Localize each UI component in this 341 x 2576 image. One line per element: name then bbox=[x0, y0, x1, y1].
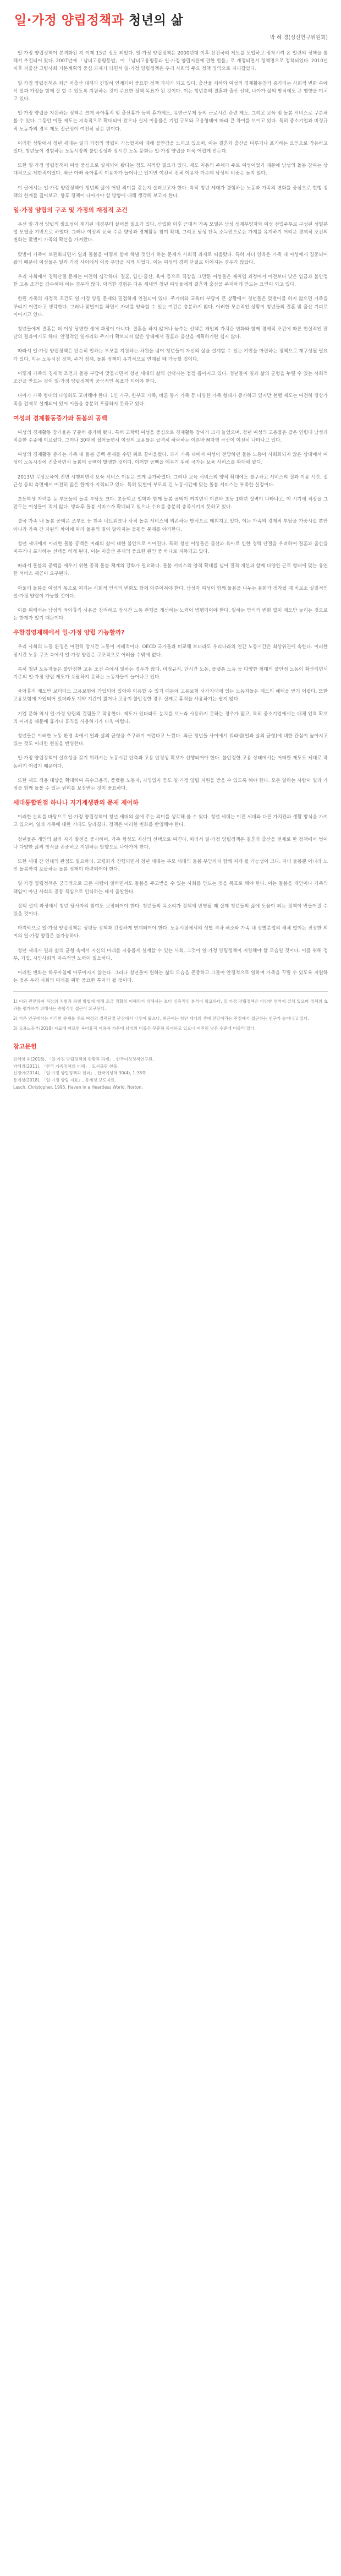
body-paragraph: 우리 사회에서 경력단절 문제는 여전히 심각하다. 결혼, 임신·출산, 육아 등으로 직장을 그만둔 여성들은 재취업 과정에서 이전보다 낮은 임금과 불안정한 고용 조건을 감수해야 하는 경우가 많다. 이러한 경험은 다음 세대인 청년 여성들에게 결혼과 출산을 주저하게 만드는 요인이 되고 있다. bbox=[13, 274, 328, 288]
section-1 bbox=[13, 206, 328, 408]
section-heading-4: 세대통합관점 하나나 지기계생관의 문제 제어하 bbox=[13, 799, 139, 807]
body-paragraph: 2013년 무상보육이 전면 시행되면서 보육 서비스 이용은 크게 증가하였다. 그러나 보육 서비스의 양적 확대에도 불구하고 서비스의 질과 이용 시간, 접근성 등의 측면에서 여전히 많은 한계가 지적되고 있다. 특히 맞벌이 부모의 긴 노동시간에 맞는 돌봄 서비스는 부족한 실정이다. bbox=[13, 474, 328, 488]
body-paragraph: 정책 설계 과정에서 청년 당사자의 참여도 보장되어야 한다. 청년들의 목소리가 정책에 반영될 때 실제 청년들의 삶에 도움이 되는 정책이 만들어질 수 있을 것이다. bbox=[13, 903, 328, 917]
body-paragraph: 청년들은 개인의 삶과 자기 발전을 중시하며, 가족 형성도 자신의 선택으로 여긴다. 따라서 일·가정 양립정책은 결혼과 출산을 전제로 한 정책에서 벗어나 다양한 삶의 방식을 존중하고 지원하는 방향으로 나아가야 한다. bbox=[13, 836, 328, 850]
footnote-divider bbox=[13, 991, 328, 992]
author-byline: 박 혜 경(성신연구위원회) bbox=[270, 35, 328, 41]
intro-block bbox=[13, 50, 328, 200]
body-paragraph: 또한 제도 적용 대상을 확대하여 특수고용직, 플랫폼 노동자, 자영업자 등도 일·가정 양립 지원을 받을 수 있도록 해야 한다. 모든 일하는 사람이 일과 가정을 함께 돌볼 수 있는 권리를 보장받는 것이 중요하다. bbox=[13, 778, 328, 791]
section-2 bbox=[13, 415, 328, 623]
body-paragraph: 이러한 논의를 바탕으로 일·가정 양립정책이 청년 세대의 삶에 주는 의미를 생각해 볼 수 있다. 청년 세대는 이전 세대와 다른 가치관과 생활 방식을 가지고 있으며, 일과 가족에 대한 기대도 달라졌다. 정책은 이러한 변화를 반영해야 한다. bbox=[13, 814, 328, 828]
body-paragraph: 따라서 돌봄의 공백을 메우기 위한 공적 돌봄 체계의 강화가 필요하다. 돌봄 서비스의 양적 확대를 넘어 질적 개선과 함께 다양한 근로 형태에 맞는 유연한 서비스 제공이 요구된다. bbox=[13, 563, 328, 577]
section-4 bbox=[13, 799, 328, 985]
body-paragraph: 여성의 경제활동 증가는 가족 내 돌봄 공백 문제를 수면 위로 끌어올렸다. 과거 가족 내에서 여성이 전담하던 돌봄 노동이 사회화되지 않은 상태에서 여성이 노동시장에 진출하면서 돌봄의 공백이 발생한 것이다. 이러한 공백을 메우기 위해 국가는 보육 서비스를 확대해 왔다. bbox=[13, 452, 328, 466]
body-paragraph: 청년 세대에게 이러한 돌봄 공백은 미래의 삶에 대한 불안으로 이어진다. 특히 청년 여성들은 출산과 육아로 인한 경력 단절을 우려하여 결혼과 출산을 미루거나 포기하는 선택을 하게 된다. 이는 저출산 문제의 중요한 원인 중 하나로 지목되고 있다. bbox=[13, 541, 328, 555]
reference-item: Lasch, Christopher. 1995. Haven in a Heartless World. Norton. bbox=[13, 1084, 143, 1090]
body-paragraph: 특히 청년 노동자들은 불안정한 고용 조건 속에서 일하는 경우가 많다. 비정규직, 단시간 노동, 플랫폼 노동 등 다양한 형태의 불안정 노동이 확산되면서 기존의 일·가정 양립 제도가 포괄하지 못하는 노동자들이 늘어나고 있다. bbox=[13, 666, 328, 680]
section-2-body bbox=[13, 429, 328, 623]
references-title: 참고문헌 bbox=[13, 1043, 37, 1051]
body-paragraph: 이를 위해서는 남성의 육아휴직 사용을 장려하고 장시간 노동 관행을 개선하는 노력이 병행되어야 한다. 일하는 방식의 변화 없이 제도만 늘리는 것으로는 한계가 있기 때문이다. bbox=[13, 607, 328, 622]
body-paragraph: 일·가정 양립정책은 최근 저출산 대책과 긴밀히 연계되어 중요한 정책 과제가 되고 있다. 출산율 저하와 여성의 경제활동참가 증가라는 사회적 변화 속에서 일과 가정을 함께 잘 할 수 있도록 지원하는 것이 주요한 정책 목표가 된 것이다. 이는 청년층의 결혼과 출산 선택, 나아가 삶의 방식에도 큰 영향을 미치고 있다. bbox=[13, 80, 328, 102]
reference-item: 통계청(2018), 「일·가정 양립 지표」, 통계청 보도자료. bbox=[13, 1078, 116, 1083]
body-paragraph: 이렇게 가족의 경제적 조건과 돌봄 부담이 맞물리면서 청년 세대의 삶의 선택지는 점점 좁아지고 있다. 청년들이 일과 삶의 균형을 누릴 수 있는 사회적 조건을 만드는 것이 일·가정 양립정책의 궁극적인 목표가 되어야 한다. bbox=[13, 371, 328, 385]
body-paragraph: 우선 일·가정 양립의 필요성이 제기된 배경부터 살펴볼 필요가 있다. 산업화 이후 근대적 가족 모델은 남성 생계부양자와 여성 전업주부로 구성된 성별분업 모델을 기반으로 하였다. 그러나 여성의 교육 수준 향상과 경제활동 참여 확대, 그리고 남성 단독 소득만으로는 가계를 유지하기 어려운 경제적 조건의 변화는 맞벌이 가족의 확산을 가져왔다. bbox=[13, 222, 328, 243]
body-paragraph: 이러한 상황에서 청년 세대는 일과 가정의 양립이 가능할지에 대해 불안감을 느끼고 있으며, 이는 결혼과 출산을 미루거나 포기하는 요인으로 작용하고 있다. 청년들이 경험하는 노동시장의 불안정성과 장시간 노동 문화는 일·가정 양립을 더욱 어렵게 만든다. bbox=[13, 140, 328, 155]
body-paragraph: 육아휴직 제도만 보더라도 고용보험에 가입되어 있어야 이용할 수 있기 때문에 고용보험 사각지대에 있는 노동자들은 제도의 혜택을 받기 어렵다. 또한 고용보험에 가입되어 있더라도 계약 기간이 짧거나 고용이 불안정한 경우 실제로 휴직을 사용하기는 쉽지 않다. bbox=[13, 689, 328, 703]
reference-item: 박혜경(2011), 「한국 가족정책의 이해」, 도서출판 한울. bbox=[13, 1063, 119, 1069]
body-paragraph: 초등학생 자녀를 둔 부모들의 돌봄 부담도 크다. 초등학교 입학과 함께 돌봄 공백이 커지면서 이른바 초등 1학년 절벽이 나타나고, 이 시기에 직장을 그만두는 여성들이 적지 않다. 방과후 돌봄 서비스가 확대되고 있으나 수요를 충분히 충족시키지 못하고 있다. bbox=[13, 496, 328, 510]
section-4-body bbox=[13, 813, 328, 985]
reference-item: 김혜영 외(2016), 「일·가정 양립정책의 현황과 과제」, 한국여성정책연구원. bbox=[13, 1057, 154, 1062]
body-paragraph: 또한 세대 간 연대의 관점도 필요하다. 고령화가 진행되면서 청년 세대는 부모 세대의 돌봄 부담까지 함께 지게 될 가능성이 크다. 자녀 돌봄뿐 아니라 노인 돌봄까지 포괄하는 돌봄 정책이 마련되어야 한다. bbox=[13, 859, 328, 873]
section-3 bbox=[13, 629, 328, 792]
body-paragraph: 마지막으로 일·가정 양립정책은 성평등 정책과 긴밀하게 연계되어야 한다. 노동시장에서의 성별 격차 해소와 가족 내 성별분업의 해체 없이는 진정한 의미의 일·가정 양립은 불가능하다. bbox=[13, 926, 328, 939]
body-paragraph: 기업 문화 역시 일·가정 양립의 걸림돌로 작용한다. 제도가 있더라도 눈치를 보느라 사용하지 못하는 경우가 많고, 특히 중소기업에서는 대체 인력 확보의 어려움 때문에 휴가나 휴직을 사용하기가 더욱 어렵다. bbox=[13, 711, 328, 725]
reference-item: 신경아(2014), 「일·가정 양립정책과 젠더」, 한국여성학 30(4), 1-38쪽. bbox=[13, 1070, 148, 1076]
body-paragraph: 따라서 일·가정 양립정책은 단순히 일하는 부모를 지원하는 차원을 넘어 청년들이 자신의 삶을 설계할 수 있는 기반을 마련하는 정책으로 재구성될 필요가 있다. 이는 노동시장 정책, 주거 정책, 돌봄 정책이 유기적으로 연계될 때 가능할 것이다. bbox=[13, 349, 328, 362]
section-heading-3: 우한경영제해에서 일·가정 양립 가능할까? bbox=[13, 629, 125, 637]
title-part1: 일·가정 양립정책과 bbox=[14, 13, 124, 28]
body-paragraph: 일·가정 양립정책이 본격화된 지 이제 15년 정도 되었다. 일·가정 양립정책은 2000년대 이후 선진국의 제도를 도입하고 정착시켜 온 일련의 정책을 통해서 추진되어 왔다. 2007년에 「남녀고용평등법」이 「남녀고용평등과 일·가정 양립지원에 관한 법률」로 개정되면서 정책명으로 정착되었다. 2010년 이후 저출산 고령사회 기본계획의 중심 과제가 되면서 일·가정 양립정책은 우리 사회의 주요 정책 영역으로 자리잡았다. bbox=[13, 51, 328, 72]
footnote-item: 2) 기존 연구에서는 이러한 문제를 주로 여성의 경력단절 관점에서 다루어 왔으나, 최근에는 청년 세대의 생애 전망이라는 관점에서 접근하는 연구가 늘어나고 있다. bbox=[13, 1015, 309, 1021]
article-title bbox=[14, 12, 328, 29]
body-paragraph: 청년들은 이러한 노동 환경 속에서 일과 삶의 균형을 추구하기 어렵다고 느낀다. 최근 청년들 사이에서 워라밸(일과 삶의 균형)에 대한 관심이 높아지고 있는 것도 이러한 현실을 반영한다. bbox=[13, 733, 328, 747]
footnote-item: 1) 이와 관련하여 직장의 처벌과 처벌 방법에 대해 조금 정확히 이해하기 위해서는 보다 심층적인 분석이 필요하다. 일·가정 양립정책은 다양한 영역에 걸쳐 있으며 정책의 효과를 평가하기 위해서는 종합적인 접근이 요구된다. bbox=[13, 999, 328, 1011]
body-paragraph: 또한 일·가정 양립정책이 여성 중심으로 설계되어 왔다는 점도 지적할 필요가 있다. 제도 이용의 주체가 주로 여성이었기 때문에 남성의 돌봄 참여는 상대적으로 제한적이었다. 최근 아빠 육아휴직 이용자가 늘어나고 있지만 여전히 전체 이용자 가운데 남성의 비중은 높지 않다. bbox=[13, 163, 328, 177]
body-paragraph: 일·가정 양립정책이 실효성을 갖기 위해서는 노동시간 단축과 고용 안정성 확보가 선행되어야 한다. 불안정한 고용 상태에서는 어떠한 제도도 제대로 작동하기 어렵기 때문이다. bbox=[13, 756, 328, 769]
body-paragraph: 아울러 돌봄을 여성의 몫으로 여기는 사회적 인식의 변화도 함께 이루어져야 한다. 남성과 여성이 함께 돌봄을 나누는 문화가 정착될 때 비로소 실질적인 일·가정 양립이 가능할 것이다. bbox=[13, 585, 328, 599]
title-part2: 청년의 삶 bbox=[124, 13, 184, 28]
body-paragraph: 결국 가족 내 돌봄 공백은 조부모 등 친족 네트워크나 사적 돌봄 서비스에 의존하는 방식으로 메워지고 있다. 이는 가족의 경제적 부담을 가중시킬 뿐만 아니라 가족 간 자원의 차이에 따라 돌봄의 질이 달라지는 불평등 문제를 야기한다. bbox=[13, 519, 328, 532]
body-paragraph: 맞벌이 가족이 보편화되면서 일과 돌봄을 어떻게 함께 해낼 것인가 하는 문제가 사회적 과제로 떠올랐다. 특히 자녀 양육은 가족 내 여성에게 집중되어 왔기 때문에 여성들은 일과 가정 사이에서 이중 부담을 지게 되었다. 이는 여성의 경력 단절로 이어지는 경우가 많았다. bbox=[13, 252, 328, 265]
body-paragraph: 일·가정 양립정책은 궁극적으로 모든 사람이 일하면서도 돌봄을 주고받을 수 있는 사회를 만드는 것을 목표로 해야 한다. 이는 돌봄을 개인이나 가족의 책임이 아닌 사회의 공동 책임으로 인식하는 데서 출발한다. bbox=[13, 881, 328, 895]
references-list bbox=[13, 1056, 328, 1091]
body-paragraph: 청년 세대가 일과 삶의 균형 속에서 자신의 미래를 자유롭게 설계할 수 있는 사회, 그것이 일·가정 양립정책이 지향해야 할 모습일 것이다. 이를 위해 정부, 기업, 시민사회의 지속적인 노력이 필요하다. bbox=[13, 948, 328, 961]
body-paragraph: 여성의 경제활동 참가율은 꾸준히 증가해 왔다. 특히 고학력 여성을 중심으로 경제활동 참여가 크게 늘었으며, 청년 여성의 고용률은 같은 연령대 남성과 비슷한 수준에 이르렀다. 그러나 30대에 접어들면서 여성의 고용률은 급격히 하락하는 이른바 M자형 곡선이 여전히 나타나고 있다. bbox=[13, 430, 328, 443]
section-1-body bbox=[13, 221, 328, 408]
body-paragraph: 이러한 변화는 하루아침에 이루어지지 않는다. 그러나 청년들이 원하는 삶의 모습을 존중하고 그들이 안정적으로 일하며 가족을 꾸릴 수 있도록 지원하는 것은 우리 사회의 미래를 위한 중요한 투자가 될 것이다. bbox=[13, 970, 328, 984]
body-paragraph: 일·가정 양립을 지원하는 정책은 크게 육아휴직 및 출산휴가 등의 휴가제도, 유연근무제 등의 근로시간 관련 제도, 그리고 보육 및 돌봄 서비스로 구분해 볼 수 있다. 그동안 이들 제도는 지속적으로 확대되어 왔으나 실제 이용률은 기업 규모와 고용형태에 따라 큰 차이를 보이고 있다. 특히 중소기업과 비정규직 노동자의 경우 제도 접근성이 여전히 낮은 편이다. bbox=[13, 111, 328, 132]
body-paragraph: 한편 가족의 재정적 조건도 일·가정 양립 문제와 밀접하게 연결되어 있다. 주거비와 교육비 부담이 큰 상황에서 청년들은 맞벌이를 하지 않으면 가족을 꾸리기 어렵다고 생각한다. 그러나 맞벌이를 하면서 자녀를 양육할 수 있는 여건은 충분하지 않다. 이러한 모순적인 상황이 청년들의 결혼 및 출산 기피로 이어지고 있다. bbox=[13, 296, 328, 318]
body-paragraph: 이 글에서는 일·가정 양립정책이 청년의 삶에 어떤 의미를 갖는지 살펴보고자 한다. 특히 청년 세대가 경험하는 노동과 가족의 변화를 중심으로 현행 정책의 한계를 짚어보고, 향후 정책이 나아가야 할 방향에 대해 생각해 보고자 한다. bbox=[13, 185, 328, 199]
section-heading-1: 일·가정 양립의 구조 및 가정의 재정적 조건 bbox=[13, 206, 128, 214]
body-paragraph: 우리 사회의 노동 환경은 여전히 장시간 노동이 지배적이다. OECD 국가들과 비교해 보더라도 우리나라의 연간 노동시간은 최상위권에 속한다. 이러한 장시간 노동 구조 속에서 일·가정 양립은 구조적으로 어려울 수밖에 없다. bbox=[13, 644, 328, 658]
section-heading-2: 여성의 경제활동증가와 돌봄의 공백 bbox=[13, 414, 107, 422]
body-paragraph: 청년들에게 결혼은 더 이상 당연한 생애 과정이 아니다. 결혼을 하지 않거나 늦추는 선택은 개인의 가치관 변화와 함께 경제적 조건에 따른 현실적인 판단의 결과이기도 하다. 안정적인 일자리와 주거가 확보되지 않은 상태에서 결혼과 출산을 계획하기란 쉽지 않다. bbox=[13, 327, 328, 340]
body-paragraph: 나아가 가족 형태의 다양화도 고려해야 한다. 1인 가구, 한부모 가족, 비혼 동거 가족 등 다양한 가족 형태가 증가하고 있지만 현행 제도는 여전히 정상가족을 전제로 설계되어 있어 이들을 충분히 포괄하지 못하고 있다. bbox=[13, 393, 328, 407]
footnote-item: 3) 고용노동부(2018) 자료에 따르면 육아휴직 이용자 가운데 남성의 비중은 꾸준히 증가하고 있으나 여전히 낮은 수준에 머물러 있다. bbox=[13, 1026, 256, 1031]
footnotes bbox=[13, 998, 328, 1032]
section-3-body bbox=[13, 643, 328, 792]
